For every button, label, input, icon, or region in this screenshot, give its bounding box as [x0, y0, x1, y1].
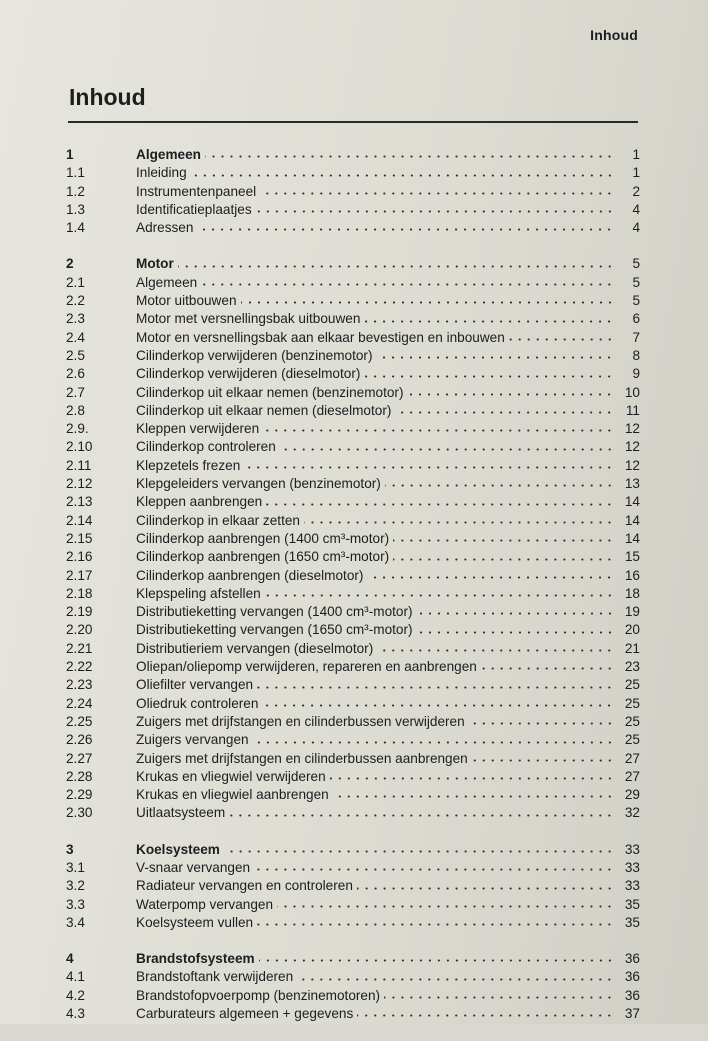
entry-title: Brandstofopvoerpomp (benzinemotoren): [136, 987, 381, 1003]
page-number: 6: [632, 311, 640, 327]
toc-entry: [66, 475, 640, 493]
toc-entry: [66, 914, 640, 932]
page-number: 16: [624, 567, 640, 583]
entry-number: 2.25: [66, 713, 93, 729]
title-rule: [68, 121, 638, 123]
toc-chapter-heading: [66, 841, 640, 859]
dot-leader: [357, 1013, 614, 1018]
page-number: 10: [624, 384, 640, 400]
entry-number: 2.8: [66, 402, 85, 418]
toc-entry: [66, 365, 640, 383]
dot-leader: [304, 520, 614, 525]
page-number: 18: [624, 585, 640, 601]
toc-chapter: [66, 950, 640, 1023]
page-number: 8: [632, 347, 640, 363]
entry-number: 2.15: [66, 530, 93, 546]
entry-number: 2.4: [66, 329, 85, 345]
dot-leader: [395, 410, 614, 415]
entry-number: 2.29: [66, 787, 93, 803]
page-number: 25: [624, 732, 640, 748]
entry-title: Kleppen aanbrengen: [136, 494, 263, 510]
entry-number: 4.3: [66, 1006, 85, 1022]
page-number: 27: [624, 768, 640, 784]
dot-leader: [364, 319, 614, 324]
entry-title: Zuigers met drijfstangen en cilinderbussen verwijderen: [136, 713, 465, 729]
dot-leader: [244, 465, 614, 470]
entry-number: 2.7: [66, 384, 85, 400]
entry-number: 2.2: [66, 293, 85, 309]
entry-number: 2.19: [66, 604, 93, 620]
dot-leader: [384, 995, 614, 1000]
entry-number: 2.16: [66, 549, 93, 565]
dot-leader: [393, 557, 614, 562]
toc-entry: [66, 420, 640, 438]
toc-entry: [66, 183, 640, 201]
entry-number: 3.2: [66, 878, 85, 894]
toc-entry: [66, 384, 640, 402]
toc-entry: [66, 731, 640, 749]
entry-number: 4.2: [66, 987, 85, 1003]
page-number: 36: [624, 987, 640, 1003]
entry-title: Cilinderkop aanbrengen (dieselmotor): [136, 567, 364, 583]
entry-number: 2.9.: [66, 421, 89, 437]
dot-leader: [407, 392, 614, 397]
dot-leader: [509, 337, 614, 342]
chapter-title: Algemeen: [136, 147, 201, 162]
page-number: 36: [624, 951, 640, 967]
entry-number: 2.28: [66, 768, 93, 784]
entry-number: 3.4: [66, 914, 85, 930]
entry-number: 2.27: [66, 750, 93, 766]
entry-title: Cilinderkop verwijderen (dieselmotor): [136, 366, 361, 382]
entry-number: 2.22: [66, 659, 93, 675]
toc-entry: [66, 274, 640, 292]
toc-entry: [66, 1005, 640, 1023]
page-number: 5: [632, 274, 640, 290]
toc-entry: [66, 713, 640, 731]
entry-title: Adressen: [136, 220, 194, 236]
dot-leader: [191, 173, 614, 178]
dot-leader: [263, 428, 614, 433]
entry-number: 1.2: [66, 183, 85, 199]
entry-title: Zuigers vervangen: [136, 732, 249, 748]
toc-entry: [66, 896, 640, 914]
entry-number: 3.1: [66, 859, 85, 875]
entry-number: 2.6: [66, 366, 85, 382]
entry-title: Waterpomp vervangen: [136, 896, 274, 912]
page-number: 15: [624, 549, 640, 565]
page-number: 1: [632, 147, 640, 162]
entry-title: Krukas en vliegwiel verwijderen: [136, 768, 326, 784]
entry-number: 3.3: [66, 896, 85, 912]
toc-entry: [66, 292, 640, 310]
entry-title: Distributieketting vervangen (1400 cm³-motor): [136, 604, 413, 620]
chapter-number: 1: [66, 147, 74, 162]
entry-number: 2.3: [66, 311, 85, 327]
page-number: 9: [632, 366, 640, 382]
toc-chapter-heading: [66, 255, 640, 273]
dot-leader: [257, 922, 614, 927]
entry-title: Zuigers met drijfstangen en cilinderbussen aanbrengen: [136, 750, 468, 766]
entry-title: Radiateur vervangen en controleren: [136, 878, 353, 894]
entry-title: Cilinderkop uit elkaar nemen (dieselmotor): [136, 402, 392, 418]
dot-leader: [385, 483, 614, 488]
toc-entry: [66, 329, 640, 347]
page-number: 27: [624, 750, 640, 766]
dot-leader: [364, 374, 614, 379]
toc-chapter: [66, 146, 640, 237]
dot-leader: [197, 227, 614, 232]
page-number: 35: [624, 914, 640, 930]
entry-number: 1.4: [66, 220, 85, 236]
toc-entry: [66, 640, 640, 658]
toc-entry: [66, 877, 640, 895]
page-number: 4: [632, 220, 640, 236]
dot-leader: [224, 849, 614, 854]
entry-title: Klepgeleiders vervangen (benzinemotor): [136, 476, 381, 492]
dot-leader: [377, 648, 614, 653]
dot-leader: [472, 758, 614, 763]
dot-leader: [254, 867, 614, 872]
toc-entry: [66, 695, 640, 713]
toc-entry: [66, 347, 640, 365]
page-number: 14: [624, 494, 640, 510]
dot-leader: [178, 264, 614, 269]
page-number: 4: [632, 201, 640, 217]
page-number: 29: [624, 787, 640, 803]
page-number: 36: [624, 969, 640, 985]
entry-title: Motor met versnellingsbak uitbouwen: [136, 311, 361, 327]
entry-number: 2.21: [66, 640, 93, 656]
dot-leader: [417, 611, 614, 616]
toc-entry: [66, 493, 640, 511]
entry-title: Identificatieplaatjes: [136, 201, 252, 217]
dot-leader: [260, 191, 614, 196]
page-number: 12: [624, 439, 640, 455]
entry-title: Distributieketting vervangen (1650 cm³-motor): [136, 622, 413, 638]
dot-leader: [257, 685, 614, 690]
dot-leader: [253, 740, 614, 745]
toc-entry: [66, 438, 640, 456]
page-number: 5: [632, 293, 640, 309]
dot-leader: [469, 721, 614, 726]
entry-number: 2.12: [66, 476, 93, 492]
page-number: 12: [624, 457, 640, 473]
toc-entry: [66, 768, 640, 786]
toc-entry: [66, 567, 640, 585]
page-number: 25: [624, 677, 640, 693]
dot-leader: [229, 813, 614, 818]
entry-number: 1.1: [66, 165, 85, 181]
dot-leader: [259, 958, 614, 963]
entry-number: 1.3: [66, 201, 85, 217]
page-number: 5: [632, 256, 640, 272]
entry-title: Cilinderkop aanbrengen (1400 cm³-motor): [136, 530, 390, 546]
page-number: 25: [624, 713, 640, 729]
page-number: 20: [624, 622, 640, 638]
toc-entry: [66, 750, 640, 768]
chapter-title: Koelsysteem: [136, 841, 220, 857]
entry-title: Koelsysteem vullen: [136, 914, 254, 930]
entry-title: Oliedruk controleren: [136, 695, 259, 711]
entry-number: 2.23: [66, 677, 93, 693]
page-number: 14: [624, 512, 640, 528]
page-number: 14: [624, 530, 640, 546]
dot-leader: [333, 794, 614, 799]
toc-entry: [66, 804, 640, 822]
page-title: Inhoud: [69, 84, 146, 110]
toc-entry: [66, 402, 640, 420]
page-number: 32: [624, 805, 640, 821]
entry-number: 2.30: [66, 805, 93, 821]
page-number: 37: [624, 1006, 640, 1022]
dot-leader: [393, 538, 614, 543]
entry-title: Carburateurs algemeen + gegevens: [136, 1006, 354, 1022]
dot-leader: [330, 776, 614, 781]
page-number: 13: [624, 476, 640, 492]
toc-entry: [66, 987, 640, 1005]
page-number: 33: [624, 841, 640, 857]
entry-number: 2.14: [66, 512, 93, 528]
toc-entry: [66, 968, 640, 986]
page-number: 7: [632, 329, 640, 345]
dot-leader: [280, 447, 614, 452]
toc-entry: [66, 621, 640, 639]
dot-leader: [241, 300, 615, 305]
entry-title: Cilinderkop in elkaar zetten: [136, 512, 300, 528]
dot-leader: [262, 703, 614, 708]
table-of-contents: [66, 146, 640, 1041]
entry-title: Klepspeling afstellen: [136, 585, 261, 601]
chapter-number: 2: [66, 256, 74, 272]
entry-title: Uitlaatsysteem: [136, 805, 226, 821]
entry-number: 2.18: [66, 585, 93, 601]
entry-number: 2.24: [66, 695, 93, 711]
entry-number: 4.1: [66, 969, 85, 985]
entry-title: Brandstoftank verwijderen: [136, 969, 294, 985]
toc-chapter: [66, 255, 640, 822]
toc-entry: [66, 585, 640, 603]
chapter-number: 4: [66, 951, 74, 967]
dot-leader: [266, 502, 614, 507]
toc-entry: [66, 603, 640, 621]
page-number: 23: [624, 659, 640, 675]
toc-entry: [66, 530, 640, 548]
dot-leader: [256, 209, 614, 214]
entry-title: Algemeen: [136, 274, 198, 290]
entry-title: Cilinderkop uit elkaar nemen (benzinemotor): [136, 384, 404, 400]
entry-number: 2.5: [66, 347, 85, 363]
dot-leader: [277, 904, 614, 909]
entry-number: 2.17: [66, 567, 93, 583]
dot-leader: [367, 575, 614, 580]
entry-title: Cilinderkop controleren: [136, 439, 276, 455]
toc-entry: [66, 658, 640, 676]
entry-title: Cilinderkop aanbrengen (1650 cm³-motor): [136, 549, 390, 565]
toc-chapter-heading: [66, 950, 640, 968]
dot-leader: [205, 154, 614, 159]
chapter-number: 3: [66, 841, 74, 857]
page-number: 21: [624, 640, 640, 656]
dot-leader: [357, 886, 614, 891]
chapter-title: Motor: [136, 256, 174, 272]
entry-title: Motor uitbouwen: [136, 293, 237, 309]
entry-title: Oliepan/oliepomp verwijderen, repareren en aanbrengen: [136, 659, 477, 675]
toc-entry: [66, 859, 640, 877]
running-head: Inhoud: [590, 27, 638, 43]
toc-entry: [66, 164, 640, 182]
toc-entry: [66, 548, 640, 566]
dot-leader: [376, 355, 614, 360]
entry-title: Motor en versnellingsbak aan elkaar bevestigen en inbouwen: [136, 329, 505, 345]
entry-title: Instrumentenpaneel: [136, 183, 257, 199]
entry-number: 2.13: [66, 494, 93, 510]
entry-title: Cilinderkop verwijderen (benzinemotor): [136, 347, 373, 363]
toc-entry: [66, 219, 640, 237]
entry-title: Inleiding: [136, 165, 187, 181]
toc-entry: [66, 676, 640, 694]
page-number: 35: [624, 896, 640, 912]
toc-entry: [66, 201, 640, 219]
dot-leader: [297, 977, 614, 982]
entry-title: Distributieriem vervangen (dieselmotor): [136, 640, 374, 656]
dot-leader: [481, 666, 614, 671]
dot-leader: [265, 593, 614, 598]
toc-chapter-heading: [66, 146, 640, 164]
entry-title: Klepzetels frezen: [136, 457, 241, 473]
entry-number: 2.20: [66, 622, 93, 638]
toc-entry: [66, 310, 640, 328]
page-number: 19: [624, 604, 640, 620]
page-number: 33: [624, 878, 640, 894]
entry-number: 2.10: [66, 439, 93, 455]
page-number: 12: [624, 421, 640, 437]
page-number: 1: [632, 165, 640, 181]
page-number: 25: [624, 695, 640, 711]
toc-entry: [66, 457, 640, 475]
entry-title: Kleppen verwijderen: [136, 421, 260, 437]
entry-number: 2.26: [66, 732, 93, 748]
page-number: 11: [625, 402, 640, 418]
entry-title: Oliefilter vervangen: [136, 677, 254, 693]
page-number: 33: [624, 859, 640, 875]
entry-number: 2.11: [66, 457, 92, 473]
page-number: 2: [632, 183, 640, 199]
chapter-title: Brandstofsysteem: [136, 951, 255, 967]
entry-number: 2.1: [66, 274, 85, 290]
dot-leader: [201, 282, 614, 287]
entry-title: Krukas en vliegwiel aanbrengen: [136, 787, 329, 803]
toc-entry: [66, 512, 640, 530]
entry-title: V-snaar vervangen: [136, 859, 251, 875]
toc-entry: [66, 786, 640, 804]
dot-leader: [417, 630, 614, 635]
toc-chapter: [66, 841, 640, 932]
